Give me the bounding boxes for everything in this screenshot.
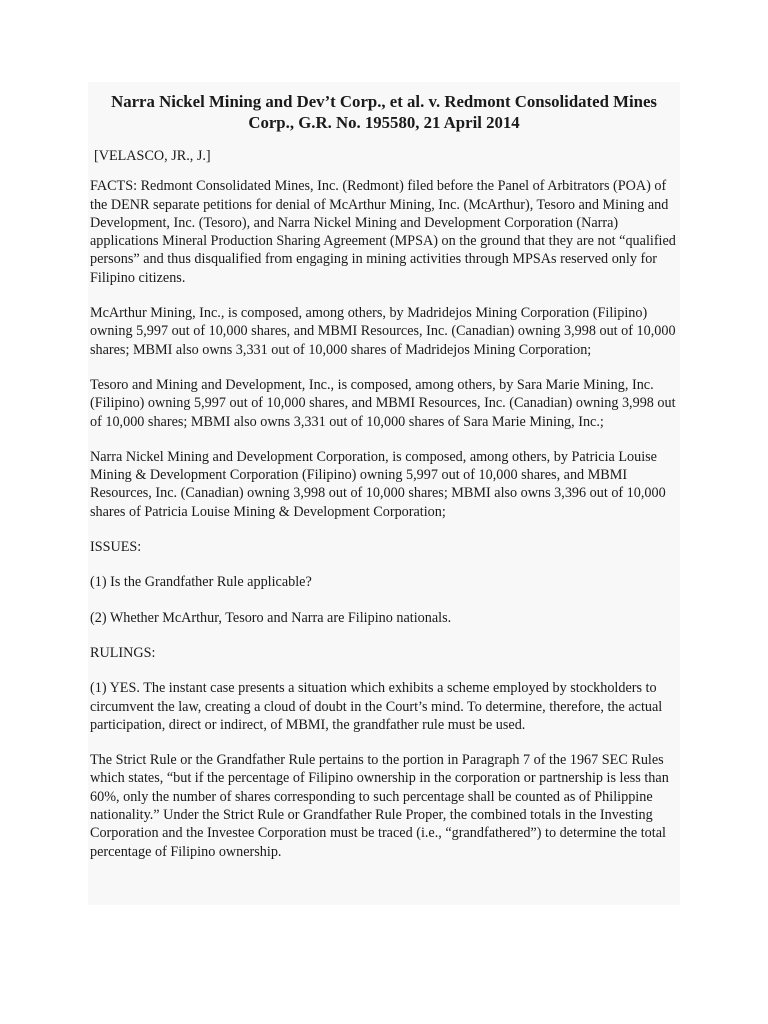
mcarthur-ownership-paragraph: McArthur Mining, Inc., is composed, among others, by Madridejos Mining Corporation (Filipino) owning 5,997 out of 10,000 shares, and MBMI Resources, Inc. (Canadian) owning 3,998 out of 10,000 shares; MBMI also owns 3,331 out of 10,000 shares of Madridejos Mining Corporation; bbox=[90, 305, 676, 358]
tesoro-ownership-paragraph: Tesoro and Mining and Development, Inc., is composed, among others, by Sara Marie Mining, Inc. (Filipino) owning 5,997 out of 10,000 shares, and MBMI Resources, Inc. (Canadian) owning 3,998 out of 10,000 shares; MBMI also owns 3,331 out of 10,000 shares of Sara Marie Mining, Inc.; bbox=[90, 376, 676, 430]
issues-heading: ISSUES: bbox=[90, 539, 142, 556]
ponente-line: [VELASCO, JR., J.] bbox=[94, 148, 211, 164]
issue-2: (2) Whether McArthur, Tesoro and Narra are Filipino nationals. bbox=[90, 609, 452, 626]
issue-1: (1) Is the Grandfather Rule applicable? bbox=[90, 574, 312, 591]
grandfather-rule-paragraph: The Strict Rule or the Grandfather Rule pertains to the portion in Paragraph 7 of the 1967 SEC Rules which states, “but if the percentage of Filipino ownership in the corporation or partnership is less than 60%, only the number of shares corresponding to such percentage shall be counted as of Philippine nationality.” Under the Strict Rule or Grandfather Rule Proper, the combined totals in the Investing Corporation and the Investee Corporation must be traced (i.e., “grandfathered”) to determine the total percentage of Filipino ownership. bbox=[90, 752, 669, 860]
document-page bbox=[88, 82, 680, 905]
narra-ownership-paragraph: Narra Nickel Mining and Development Corporation, is composed, among others, by Patricia Louise Mining & Development Corporation (Filipino) owning 5,997 out of 10,000 shares, and MBMI Resources, Inc. (Canadian) owning 3,998 out of 10,000 shares; MBMI also owns 3,396 out of 10,000 shares of Patricia Louise Mining & Development Corporation; bbox=[90, 448, 666, 520]
case-title: Narra Nickel Mining and Dev’t Corp., et al. v. Redmont Consolidated Mines Corp., G.R. No. 195580, 21 April 2014 bbox=[111, 92, 657, 132]
ruling-1: (1) YES. The instant case presents a situation which exhibits a scheme employed by stockholders to circumvent the law, creating a cloud of doubt in the Court’s mind. To determine, therefore, the actual participation, direct or indirect, of MBMI, the grandfather rule must be used. bbox=[90, 680, 663, 733]
rulings-heading: RULINGS: bbox=[90, 644, 156, 661]
facts-paragraph: FACTS: Redmont Consolidated Mines, Inc. (Redmont) filed before the Panel of Arbitrators (POA) of the DENR separate petitions for denial of McArthur Mining, Inc. (McArthur), Tesoro and Mining and Development, Inc. (Tesoro), and Narra Nickel Mining and Development Corporation (Narra) applications Mineral Production Sharing Agreement (MPSA) on the ground that they are not “qualified persons” and thus disqualified from engaging in mining activities through MPSAs reserved only for Filipino citizens. bbox=[90, 178, 676, 286]
